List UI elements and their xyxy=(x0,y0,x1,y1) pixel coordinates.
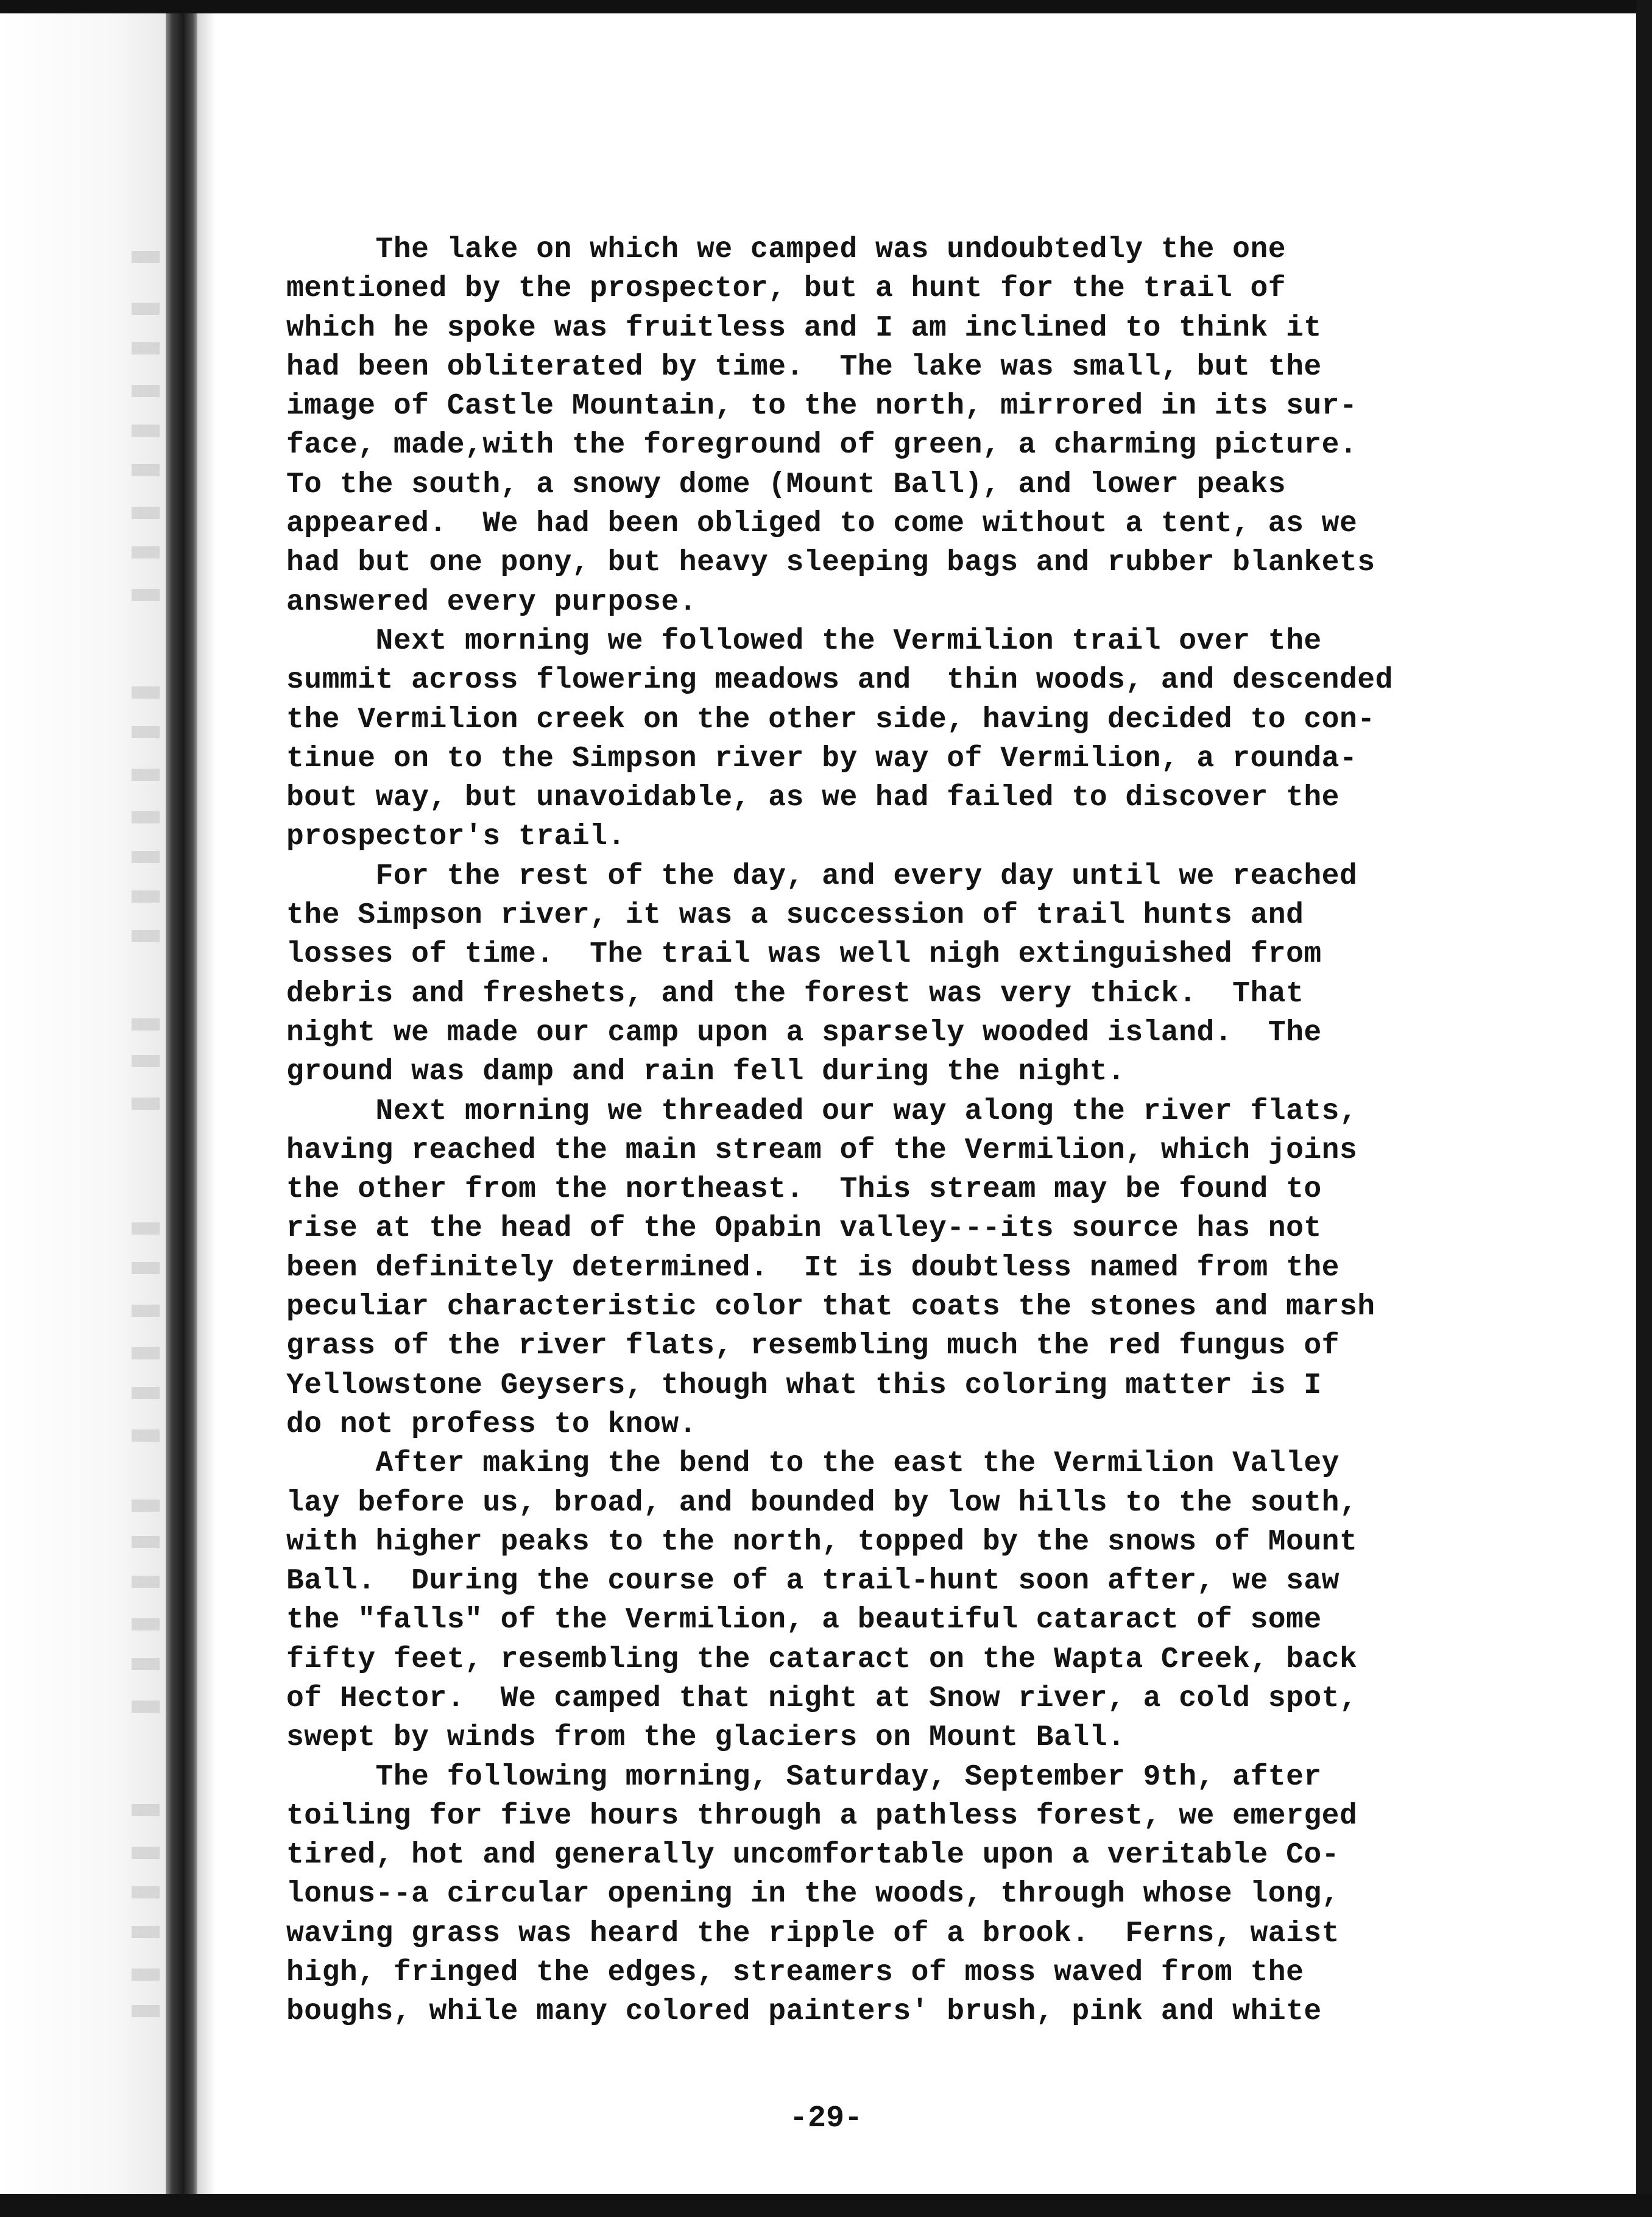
text-line: image of Castle Mountain, to the north, mirrored in its sur- xyxy=(286,390,1358,423)
page-number xyxy=(0,2101,1652,2136)
scan-top-border xyxy=(0,0,1652,13)
text-line: To the south, a snowy dome (Mount Ball), and lower peaks xyxy=(286,468,1287,501)
text-line: Next morning we followed the Vermilion trail over the xyxy=(286,624,1322,658)
text-line: lay before us, broad, and bounded by low hills to the south, xyxy=(286,1486,1358,1520)
text-line: with higher peaks to the north, topped by the snows of Mount xyxy=(286,1525,1358,1559)
text-line: lonus--a circular opening in the woods, through whose long, xyxy=(286,1878,1340,1911)
facing-page-bleed-through xyxy=(0,13,166,2194)
text-line: high, fringed the edges, streamers of moss waved from the xyxy=(286,1956,1304,1990)
text-line: the other from the northeast. This stream may be found to xyxy=(286,1173,1322,1207)
text-line: the Simpson river, it was a succession of trail hunts and xyxy=(286,899,1304,932)
text-line: The lake on which we camped was undoubtedly the one xyxy=(286,233,1287,266)
text-line: grass of the river flats, resembling much the red fungus of xyxy=(286,1330,1340,1363)
text-line: of Hector. We camped that night at Snow river, a cold spot, xyxy=(286,1682,1358,1715)
text-line: fifty feet, resembling the cataract on the Wapta Creek, back xyxy=(286,1643,1358,1676)
text-line: the Vermilion creek on the other side, having decided to con- xyxy=(286,703,1375,736)
text-line: the "falls" of the Vermilion, a beautiful cataract of some xyxy=(286,1604,1322,1637)
text-line: tired, hot and generally uncomfortable upon a veritable Co- xyxy=(286,1839,1340,1872)
text-line: which he spoke was fruitless and I am inclined to think it xyxy=(286,311,1322,345)
text-line: boughs, while many colored painters' brush, pink and white xyxy=(286,1995,1322,2029)
text-line: Ball. During the course of a trail-hunt soon after, we saw xyxy=(286,1565,1340,1598)
page-number-text: -29- xyxy=(789,2101,863,2136)
text-line: Next morning we threaded our way along the river flats, xyxy=(286,1094,1358,1128)
text-line: The following morning, Saturday, September 9th, after xyxy=(286,1760,1322,1794)
text-line: do not profess to know. xyxy=(286,1408,697,1441)
text-line: For the rest of the day, and every day until we reached xyxy=(286,859,1358,893)
text-line: prospector's trail. xyxy=(286,820,626,854)
text-line: appeared. We had been obliged to come without a tent, as we xyxy=(286,507,1358,541)
text-line: had been obliterated by time. The lake was small, but the xyxy=(286,350,1322,384)
text-line: swept by winds from the glaciers on Mount Ball. xyxy=(286,1721,1126,1755)
text-line: night we made our camp upon a sparsely wooded island. The xyxy=(286,1016,1322,1049)
text-line: toiling for five hours through a pathless forest, we emerged xyxy=(286,1799,1358,1833)
text-line: mentioned by the prospector, but a hunt for the trail of xyxy=(286,272,1287,306)
text-line: Yellowstone Geysers, though what this coloring matter is I xyxy=(286,1369,1322,1402)
scan-right-border xyxy=(1636,0,1652,2217)
text-line: had but one pony, but heavy sleeping bags and rubber blankets xyxy=(286,546,1375,580)
text-line: summit across flowering meadows and thin woods, and descended xyxy=(286,664,1393,697)
scan-bottom-border xyxy=(0,2194,1652,2217)
text-line: tinue on to the Simpson river by way of Vermilion, a rounda- xyxy=(286,742,1358,775)
text-line: peculiar characteristic color that coats the stones and marsh xyxy=(286,1291,1375,1324)
text-line: ground was damp and rain fell during the night. xyxy=(286,1056,1126,1089)
binding-gutter xyxy=(166,13,197,2194)
text-line: been definitely determined. It is doubtless named from the xyxy=(286,1251,1340,1285)
text-line: bout way, but unavoidable, as we had failed to discover the xyxy=(286,781,1340,815)
text-line: face, made,with the foreground of green, a charming picture. xyxy=(286,429,1358,462)
text-line: After making the bend to the east the Vermilion Valley xyxy=(286,1447,1340,1481)
page-shadow xyxy=(197,13,216,2194)
text-line: answered every purpose. xyxy=(286,585,697,619)
text-line: having reached the main stream of the Vermilion, which joins xyxy=(286,1133,1358,1167)
text-line: losses of time. The trail was well nigh extinguished from xyxy=(286,938,1322,971)
text-line: debris and freshets, and the forest was very thick. That xyxy=(286,977,1304,1010)
text-line: waving grass was heard the ripple of a brook. Ferns, waist xyxy=(286,1917,1340,1950)
page-body-text xyxy=(286,230,1541,2032)
text-line: rise at the head of the Opabin valley---its source has not xyxy=(286,1212,1322,1246)
